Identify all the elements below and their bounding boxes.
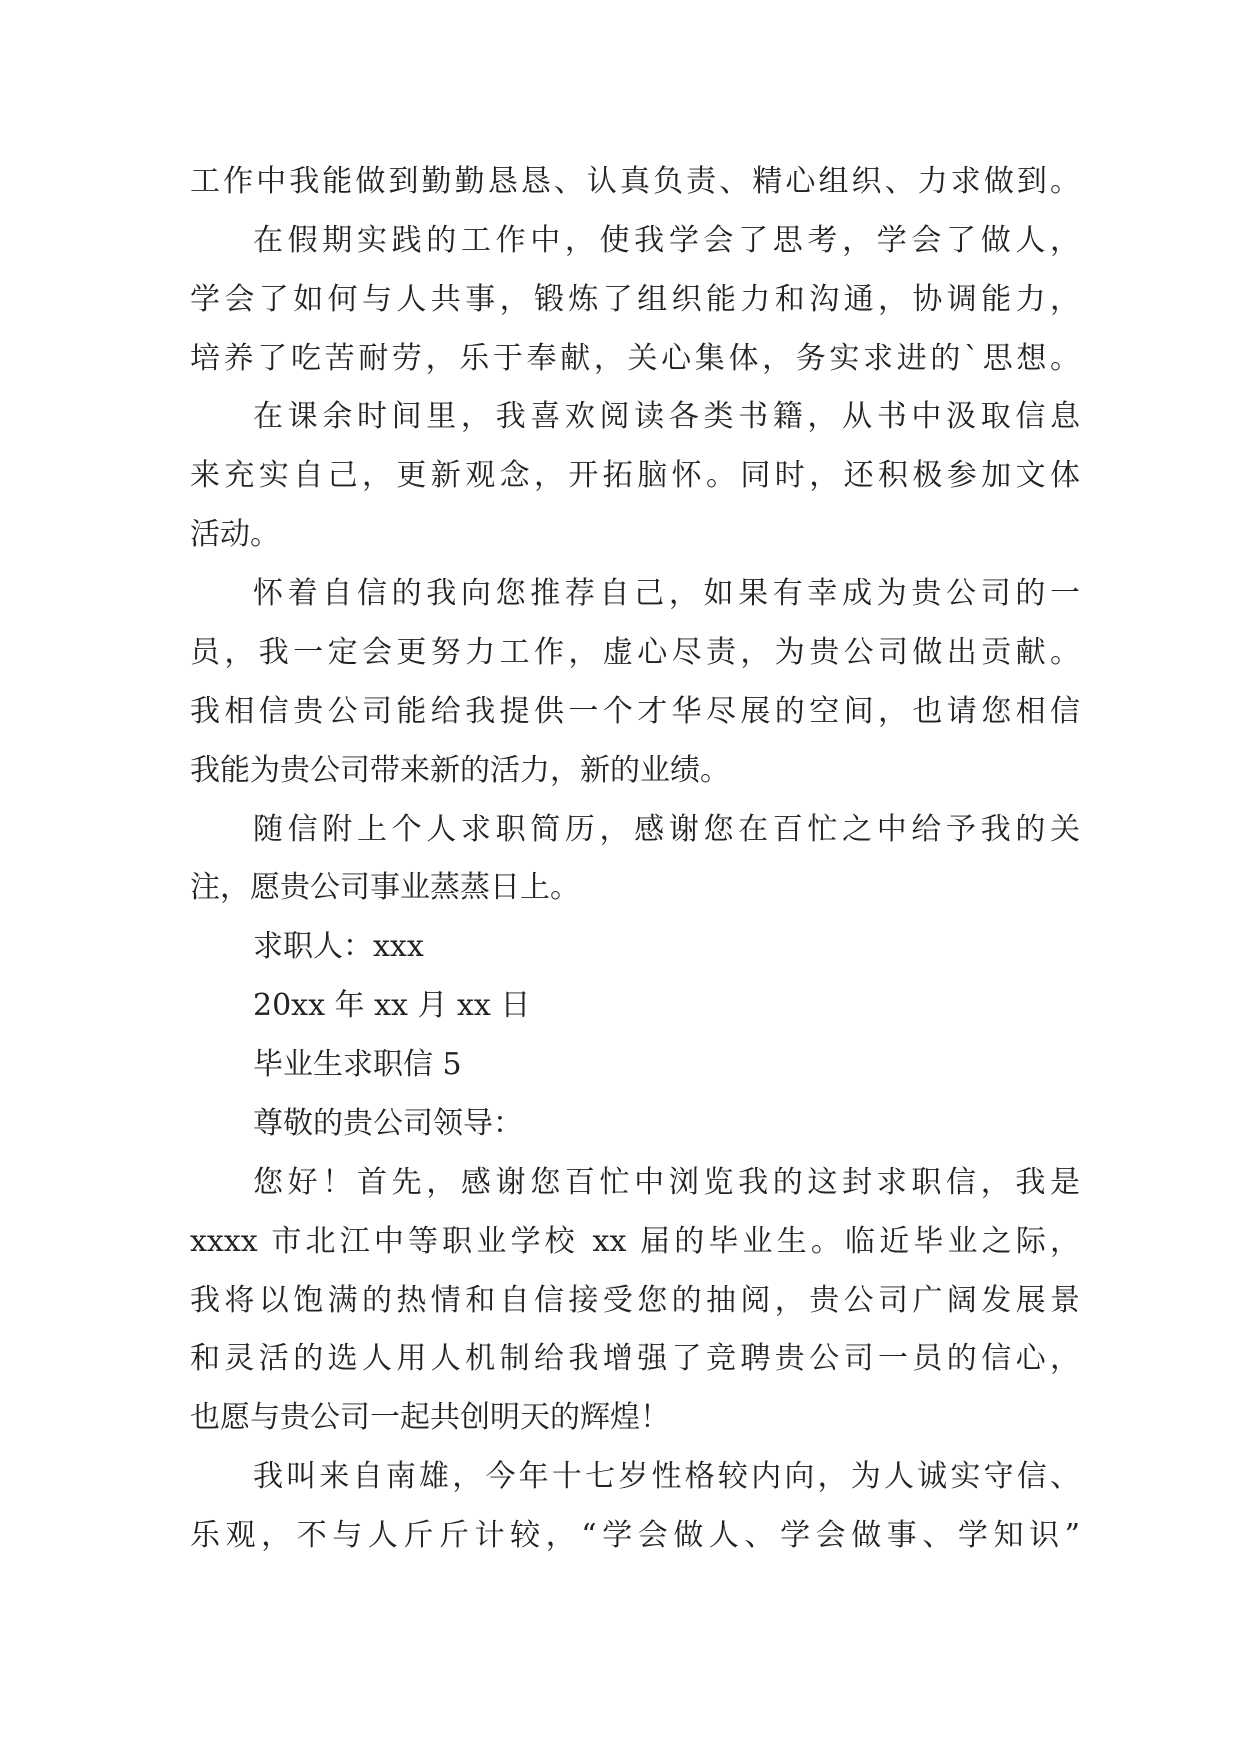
- section-title: 毕业生求职信 5: [253, 1047, 462, 1082]
- text-line: 注，愿贵公司事业蒸蒸日上。: [190, 870, 580, 905]
- text-line: 和灵活的选人用人机制给我增强了竞聘贵公司一员的信心，: [190, 1341, 1080, 1376]
- paragraph-line: 在课余时间里，我喜欢阅读各类书籍，从书中汲取信息: [253, 399, 1080, 434]
- text-line: 员，我一定会更努力工作，虚心尽责，为贵公司做出贡献。: [190, 635, 1080, 670]
- text-line: 学会了如何与人共事，锻炼了组织能力和沟通，协调能力，: [190, 282, 1080, 317]
- text-line: 来充实自己，更新观念，开拓脑怀。同时，还积极参加文体: [190, 458, 1080, 493]
- date-line: 20xx 年 xx 月 xx 日: [253, 988, 531, 1023]
- text-line: 培养了吃苦耐劳，乐于奉献，关心集体，务实求进的`思想。: [190, 341, 1080, 376]
- text-line: 我能为贵公司带来新的活力，新的业绩。: [190, 753, 730, 788]
- text-line: 也愿与贵公司一起共创明天的辉煌！: [190, 1400, 670, 1435]
- text-line: 工作中我能做到勤勤恳恳、认真负责、精心组织、力求做到。: [190, 164, 1080, 199]
- text-line: 活动。: [190, 517, 280, 552]
- text-line: 我将以饱满的热情和自信接受您的抽阅，贵公司广阔发展景: [190, 1283, 1080, 1318]
- paragraph-line: 在假期实践的工作中，使我学会了思考，学会了做人，: [253, 223, 1080, 258]
- text-line: 乐观，不与人斤斤计较，“学会做人、学会做事、学知识”: [190, 1518, 1080, 1553]
- salutation-line: 尊敬的贵公司领导：: [253, 1106, 523, 1141]
- text-line: 我相信贵公司能给我提供一个才华尽展的空间，也请您相信: [190, 694, 1080, 729]
- text-line: xxxx 市北江中等职业学校 xx 届的毕业生。临近毕业之际，: [190, 1224, 1080, 1259]
- paragraph-line: 我叫来自南雄，今年十七岁性格较内向，为人诚实守信、: [253, 1459, 1080, 1494]
- signature-line: 求职人：xxx: [253, 929, 424, 964]
- paragraph-line: 您好！首先，感谢您百忙中浏览我的这封求职信，我是: [253, 1165, 1080, 1200]
- paragraph-line: 怀着自信的我向您推荐自己，如果有幸成为贵公司的一: [253, 576, 1080, 611]
- paragraph-line: 随信附上个人求职简历，感谢您在百忙之中给予我的关: [253, 812, 1080, 847]
